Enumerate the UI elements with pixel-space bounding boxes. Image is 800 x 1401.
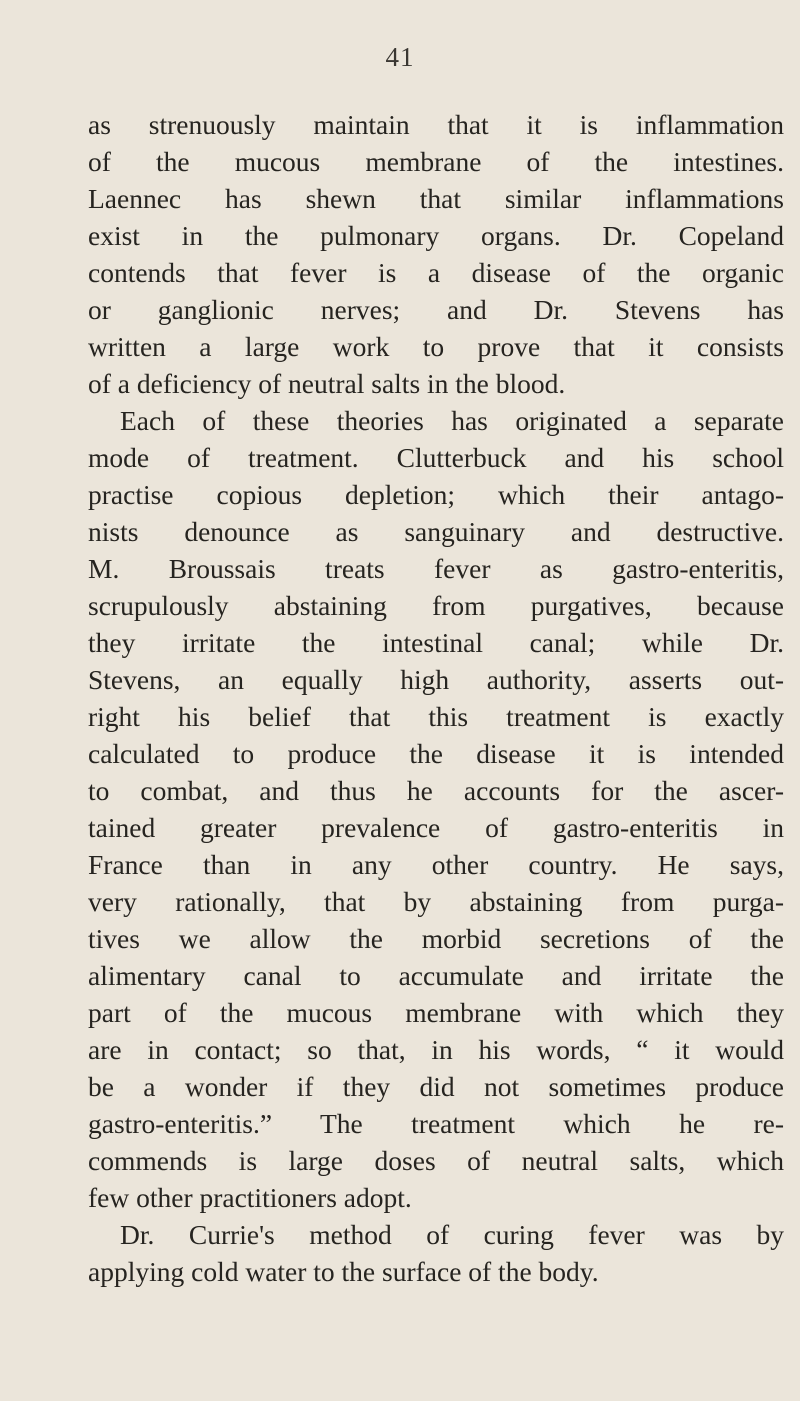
text-line: as strenuously maintain that it is inflammation xyxy=(88,109,784,140)
text-line: contends that fever is a disease of the organic xyxy=(88,257,784,288)
text-line: written a large work to prove that it consists xyxy=(88,331,784,362)
text-line: calculated to produce the disease it is intended xyxy=(88,738,784,769)
text-line: alimentary canal to accumulate and irritate the xyxy=(88,960,784,991)
text-line: nists denounce as sanguinary and destructive. xyxy=(88,516,784,547)
text-line: scrupulously abstaining from purgatives, because xyxy=(88,590,784,621)
text-line: applying cold water to the surface of the body. xyxy=(88,1256,599,1287)
text-line: they irritate the intestinal canal; while Dr. xyxy=(88,627,784,658)
text-line: mode of treatment. Clutterbuck and his school xyxy=(88,442,784,473)
text-line: part of the mucous membrane with which they xyxy=(88,997,784,1028)
text-line: practise copious depletion; which their antago- xyxy=(88,479,784,510)
body-text xyxy=(88,106,788,1290)
text-line: right his belief that this treatment is exactly xyxy=(88,701,784,732)
text-line: be a wonder if they did not sometimes produce xyxy=(88,1071,784,1102)
text-line: exist in the pulmonary organs. Dr. Copeland xyxy=(88,220,784,251)
text-line: commends is large doses of neutral salts, which xyxy=(88,1145,784,1176)
text-line: tives we allow the morbid secretions of the xyxy=(88,923,784,954)
text-line: of a deficiency of neutral salts in the blood. xyxy=(88,368,566,399)
text-line: are in contact; so that, in his words, “ it would xyxy=(88,1034,784,1065)
text-line: of the mucous membrane of the intestines. xyxy=(88,146,784,177)
text-line: to combat, and thus he accounts for the ascer- xyxy=(88,775,784,806)
text-line: or ganglionic nerves; and Dr. Stevens has xyxy=(88,294,784,325)
text-line: Laennec has shewn that similar inflammations xyxy=(88,183,784,214)
text-line: few other practitioners adopt. xyxy=(88,1182,412,1213)
text-line: gastro-enteritis.” The treatment which he re- xyxy=(88,1108,784,1139)
text-line: tained greater prevalence of gastro-enteritis in xyxy=(88,812,784,843)
text-line: very rationally, that by abstaining from purga- xyxy=(88,886,784,917)
text-line: Stevens, an equally high authority, asserts out- xyxy=(88,664,784,695)
page-number: 41 xyxy=(385,42,415,72)
text-line: Each of these theories has originated a separate xyxy=(120,405,784,436)
text-line: Dr. Currie's method of curing fever was by xyxy=(120,1219,784,1250)
text-line: France than in any other country. He says, xyxy=(88,849,784,880)
text-line: M. Broussais treats fever as gastro-enteritis, xyxy=(88,553,784,584)
